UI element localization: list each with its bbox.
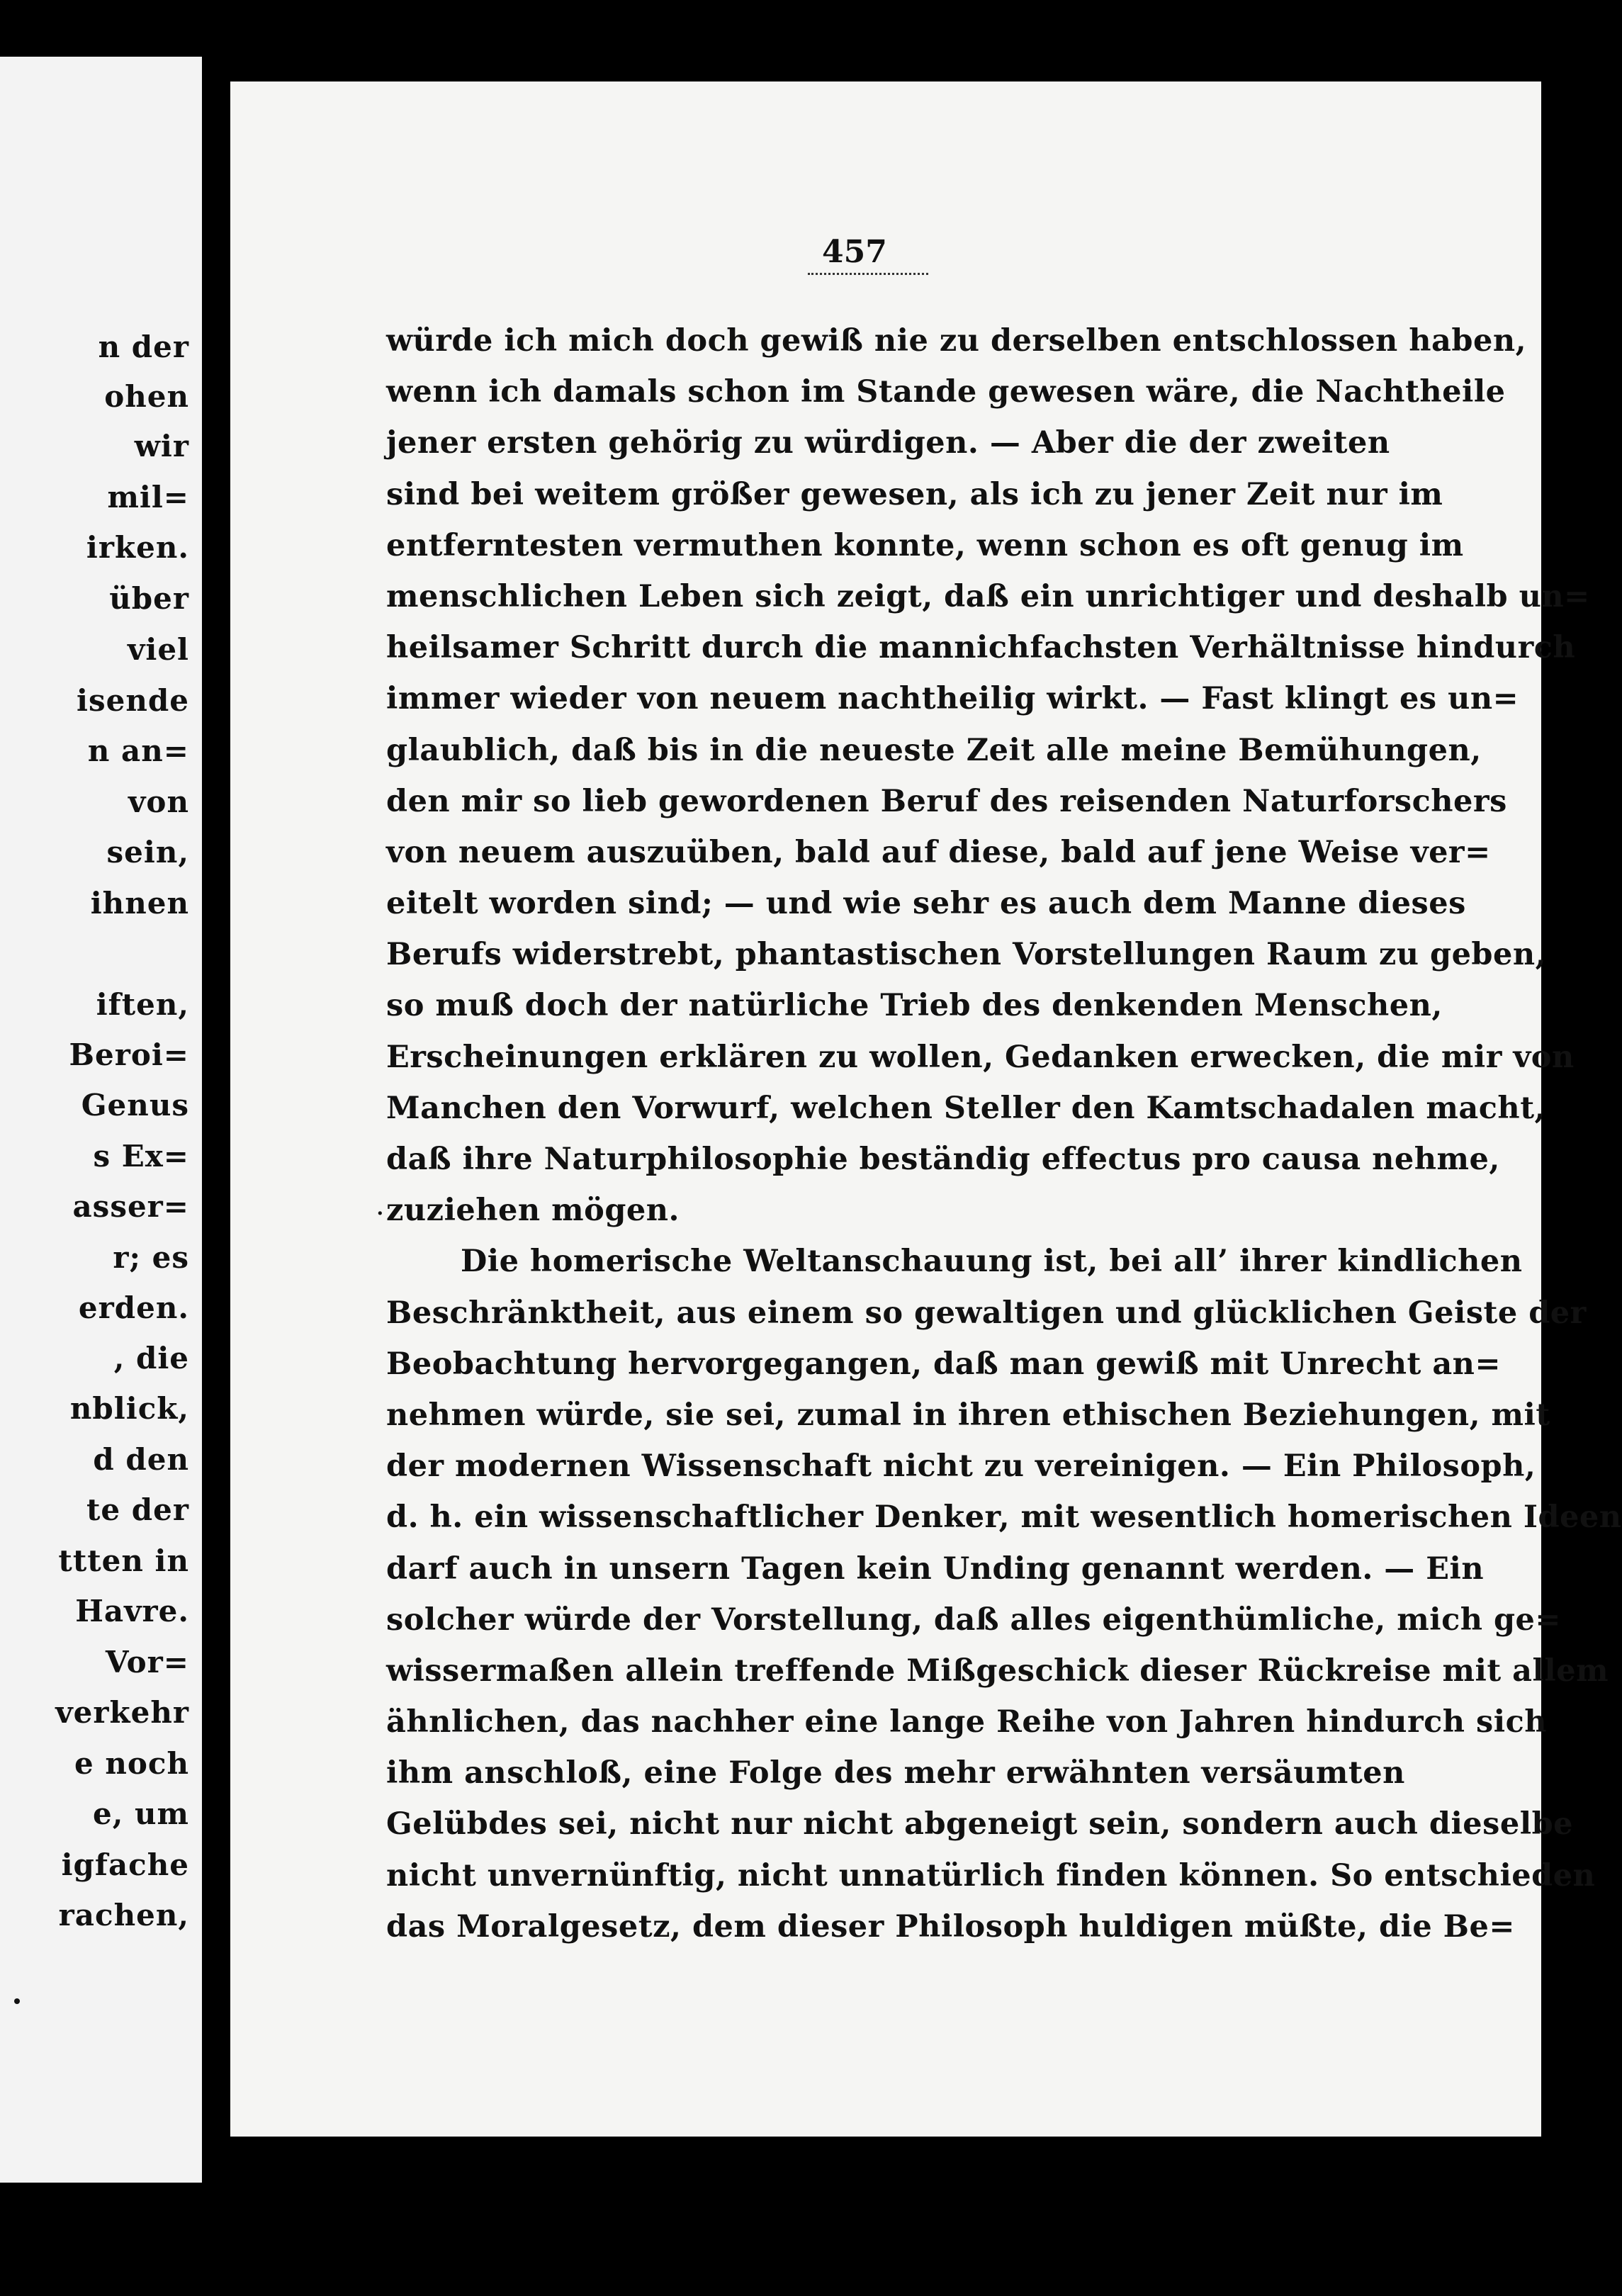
text-line: eitelt worden sind; — und wie sehr es auch dem Manne dieses bbox=[386, 886, 1466, 922]
facing-page-line: erden. bbox=[78, 1290, 189, 1325]
facing-page-line: e noch bbox=[74, 1746, 189, 1781]
facing-page-line: isende bbox=[77, 683, 189, 718]
facing-page-line: asser= bbox=[72, 1189, 189, 1224]
text-line: Die homerische Weltanschauung ist, bei all’ ihrer kindlichen bbox=[461, 1244, 1523, 1280]
facing-page-line: wir bbox=[134, 429, 189, 463]
facing-page-line: Genus bbox=[81, 1088, 189, 1122]
text-line: sind bei weitem größer gewesen, als ich zu jener Zeit nur im bbox=[386, 476, 1443, 512]
body-text bbox=[386, 315, 1622, 1952]
facing-page-line: Beroi= bbox=[69, 1037, 189, 1072]
text-line: Manchen den Vorwurf, welchen Steller den Kamtschadalen macht, bbox=[386, 1090, 1546, 1126]
facing-page-line: über bbox=[109, 581, 189, 616]
text-line: solcher würde der Vorstellung, daß alles eigenthümliche, mich ge= bbox=[386, 1602, 1561, 1638]
facing-page-line: rachen, bbox=[58, 1898, 189, 1932]
text-line: Beobachtung hervorgegangen, daß man gewiß mit Unrecht an= bbox=[386, 1346, 1501, 1382]
text-line: nicht unvernünftig, nicht unnatürlich finden können. So entschieden bbox=[386, 1857, 1596, 1893]
facing-page-line: ttten in bbox=[58, 1543, 189, 1578]
text-line: jener ersten gehörig zu würdigen. — Aber die der zweiten bbox=[386, 425, 1390, 461]
text-line: würde ich mich doch gewiß nie zu derselben entschlossen haben, bbox=[386, 323, 1527, 359]
facing-page bbox=[0, 57, 202, 2183]
facing-page-line: mil= bbox=[107, 480, 189, 514]
text-line: zuziehen mögen. bbox=[386, 1193, 680, 1229]
text-line: wenn ich damals schon im Stande gewesen wäre, die Nachtheile bbox=[386, 374, 1506, 410]
text-line: glaublich, daß bis in die neueste Zeit alle meine Bemühungen, bbox=[386, 732, 1482, 768]
page-number-rule bbox=[808, 273, 928, 275]
facing-page-line: iften, bbox=[96, 987, 189, 1022]
facing-page-line: verkehr bbox=[55, 1695, 189, 1730]
text-line: darf auch in unsern Tagen kein Unding genannt werden. — Ein bbox=[386, 1551, 1485, 1587]
text-line: d. h. ein wissenschaftlicher Denker, mit wesentlich homerischen Ideen bbox=[386, 1499, 1622, 1536]
text-line: daß ihre Naturphilosophie beständig effectus pro causa nehme, bbox=[386, 1142, 1500, 1177]
facing-page-line: Vor= bbox=[105, 1645, 189, 1679]
text-line: nehmen würde, sie sei, zumal in ihren ethischen Beziehungen, mit bbox=[386, 1397, 1550, 1433]
facing-page-line: von bbox=[128, 784, 189, 819]
facing-page-line: d den bbox=[93, 1442, 189, 1477]
facing-page-line: e, um bbox=[93, 1796, 189, 1831]
facing-page-line: Havre. bbox=[75, 1594, 189, 1628]
facing-page-line: r; es bbox=[113, 1240, 189, 1275]
margin-mark: · bbox=[376, 1198, 385, 1230]
facing-page-line: , die bbox=[113, 1341, 189, 1375]
text-line: wissermaßen allein treffende Mißgeschick dieser Rückreise mit allem bbox=[386, 1653, 1609, 1689]
text-line: ihm anschloß, eine Folge des mehr erwähnten versäumten bbox=[386, 1755, 1405, 1791]
facing-page-line: igfache bbox=[61, 1847, 189, 1882]
text-line: Berufs widerstrebt, phantastischen Vorstellungen Raum zu geben, bbox=[386, 937, 1547, 973]
facing-page-line: s Ex= bbox=[93, 1139, 189, 1174]
facing-page-line: te der bbox=[86, 1492, 189, 1527]
text-line: heilsamer Schritt durch die mannichfachsten Verhältnisse hindurch bbox=[386, 630, 1576, 666]
facing-page-line: nblick, bbox=[69, 1391, 189, 1426]
facing-page-line: viel bbox=[127, 632, 189, 667]
text-line: ähnlichen, das nachher eine lange Reihe von Jahren hindurch sich bbox=[386, 1704, 1548, 1740]
text-line: so muß doch der natürliche Trieb des denkenden Menschen, bbox=[386, 988, 1443, 1024]
facing-page-line: n an= bbox=[87, 733, 189, 768]
facing-page-line: irken. bbox=[86, 530, 189, 565]
facing-page-line: n der bbox=[98, 330, 189, 364]
facing-page-line: sein, bbox=[106, 835, 189, 870]
text-line: von neuem auszuüben, bald auf diese, bald auf jene Weise ver= bbox=[386, 834, 1491, 870]
text-line: Beschränktheit, aus einem so gewaltigen und glücklichen Geiste der bbox=[386, 1295, 1587, 1331]
text-line: den mir so lieb gewordenen Beruf des reisenden Naturforschers bbox=[386, 783, 1507, 819]
text-line: entferntesten vermuthen konnte, wenn schon es oft genug im bbox=[386, 527, 1464, 563]
text-line: Gelübdes sei, nicht nur nicht abgeneigt sein, sondern auch dieselbe bbox=[386, 1806, 1573, 1842]
facing-page-line: ihnen bbox=[90, 886, 189, 921]
facing-page-line: ohen bbox=[104, 379, 189, 414]
text-line: Erscheinungen erklären zu wollen, Gedanken erwecken, die mir von bbox=[386, 1039, 1575, 1075]
text-line: das Moralgesetz, dem dieser Philosoph huldigen müßte, die Be= bbox=[386, 1908, 1515, 1945]
text-line: menschlichen Leben sich zeigt, daß ein unrichtiger und deshalb un= bbox=[386, 578, 1590, 614]
text-line: immer wieder von neuem nachtheilig wirkt. — Fast klingt es un= bbox=[386, 681, 1519, 717]
text-line: der modernen Wissenschaft nicht zu vereinigen. — Ein Philosoph, bbox=[386, 1448, 1536, 1485]
ink-dot bbox=[14, 1998, 20, 2004]
book-gutter bbox=[202, 0, 230, 2296]
page-number: 457 bbox=[822, 234, 887, 270]
